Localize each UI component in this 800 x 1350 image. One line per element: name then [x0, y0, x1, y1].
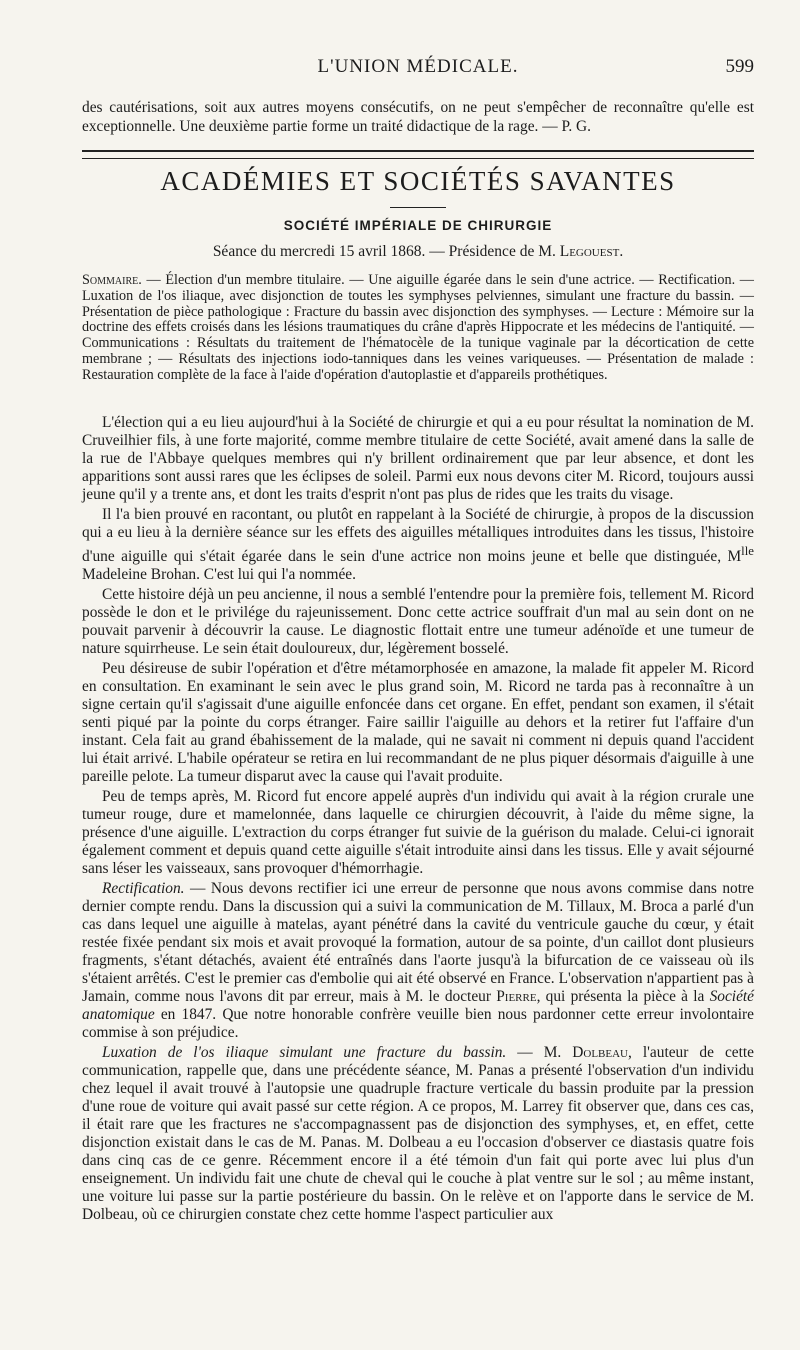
p2-text: Il l'a bien prouvé en racontant, ou plutôt en rappelant à la Société de chirurgie, à propos de la discussion qui a eu lieu à la dernière séance sur les effets des aiguilles métalliques introduites dans les tissus, l'histoire d'une aiguille qui s'était égarée dans le sein d'une actrice non moins jeune et belle que distinguée, M	[82, 506, 754, 566]
societe-anatomique: Société anatomique	[82, 988, 755, 1024]
sommaire-label: Sommaire	[82, 272, 139, 288]
sommaire-text: . — Élection d'un membre titulaire. — Une aiguille égarée dans le sein d'une actrice. — Rectification. — Luxation de l'os iliaque, avec disjonction de toutes les symphyses pelviennes, simulant une fracture du bassin. — Présentation de pièce pathologique : Fracture du bassin avec disjonction des symphyses. — Lecture : Mémoire sur la doctrine des effets croisés dans les lésions traumatiques du crâne d'après Hippocrate et les médecins de l'antiquité. — Communications : Résultats du traitement de l'hématocèle de la tunique vaginale par la décortication de cette membrane ; — Résultats des injections iodo-tanniques dans les veines variqueuses. — Présentation de malade : Restauration complète de la face à l'aide d'opération d'autoplastie et d'appareils prothétiques.	[82, 272, 754, 383]
rectification-lead: Rectification.	[102, 880, 185, 898]
luxation-text-b: , l'auteur de cette communication, rappelle que, dans une précédente séance, M. Panas a présenté l'observation d'un individu chez lequel il avait trouvé à l'autopsie une quadruple fracture verticale du bassin produite par la pression d'une roue de voiture qui avait passé sur cette région. A ce propos, M. Larrey fit observer que, dans ces cas, il était rare que les fractures ne s'accompagnassent pas de disjonction des symphyses, et, en effet, cette disjonction existait dans le cas de M. Panas. M. Dolbeau a eu l'occasion d'observer ce diastasis quatre fois dans cinq cas de ce genre. Récemment encore il a été témoin d'un fait qui porte avec lui plus d'un enseignement. Un individu fait une chute de cheval qui le couche à plat ventre sur le sol ; au même instant, une voiture lui passe sur la partie postérieure du bassin. On le relève et on l'apporte dans le service de M. Dolbeau, où ce chirurgien constate chez cette homme l'aspect particulier aux	[82, 1044, 754, 1224]
p2-end: Madeleine Brohan. C'est lui qui l'a nommée.	[82, 566, 356, 584]
sommaire-block	[82, 273, 754, 384]
section-divider	[82, 150, 754, 159]
paragraph-rectification	[82, 880, 754, 1042]
seance-line	[82, 243, 754, 261]
luxation-text-a: — M.	[506, 1044, 573, 1062]
seance-date: Séance du mercredi 15 avril 1868. — Présidence de M.	[212, 243, 560, 260]
p2-superscript: lle	[741, 544, 754, 558]
rectification-text-a: — Nous devons rectifier ici une erreur de personne que nous avons commise dans notre dernier compte rendu. Dans la discussion qui a suivi la communication de M. Tillaux, M. Broca a parlé d'un cas dans lequel une aiguille à matelas, ayant pénétré dans la cavité du ventricule gauche du cœur, y était restée fixée pendant six mois et avait provoqué la formation, autour de sa pointe, d'un caillot dont plusieurs fragments, s'étant détachés, avaient été entraînés dans l'aorte jusqu'à la bifurcation de ce vaisseau où ils s'étaient arrêtés. C'est le premier cas d'embolie qui ait été observé en France. L'observation n'appartient pas à Jamain, comme nous l'avons dit par erreur, mais à M. le docteur	[82, 880, 754, 1006]
running-head	[82, 52, 754, 82]
paragraph-crural-tumor: Peu de temps après, M. Ricord fut encore appelé auprès d'un individu qui avait à la région crurale une tumeur rouge, dure et mamelonnée, dans laquelle ce chirurgien découvrit, à l'aide du même signe, la présence d'une aiguille. L'extraction du corps étranger fut suivie de la guérison du malade. Celui-ci ignorait également comment et depuis quand cette aiguille s'était introduite ainsi dans les tissus. Elle y avait séjourné sans léser les vaisseaux, sans provoquer d'hémorrhagie.	[82, 788, 754, 878]
paragraph-ricord-story	[82, 506, 754, 584]
paragraph-luxation	[82, 1044, 754, 1224]
society-name: SOCIÉTÉ IMPÉRIALE DE CHIRURGIE	[283, 218, 553, 233]
article-body	[82, 414, 754, 1226]
page-number: 599	[725, 56, 754, 77]
paragraph-election: L'élection qui a eu lieu aujourd'hui à la Société de chirurgie et qui a eu pour résultat la nomination de M. Cruveilhier fils, à une forte majorité, comme membre titulaire de cette Société, avait amené dans la salle de la rue de l'Abbaye quelques membres qui n'y brillent ordinairement que par leur absence, et dont les apparitions sont aussi rares que les éclipses de soleil. Parmi eux nous devons citer M. Ricord, toujours aussi jeune qu'il y a trente ans, et dont les traits d'esprit n'ont pas plus de rides que les traits du visage.	[82, 414, 754, 503]
rectification-text-b: , qui présenta la pièce à la	[536, 988, 710, 1006]
luxation-author: Dolbeau	[572, 1044, 628, 1062]
paragraph-consultation: Peu désireuse de subir l'opération et d'être métamorphosée en amazone, la malade fit appeler M. Ricord en consultation. En examinant le sein avec le plus grand soin, M. Ricord ne tarda pas à reconnaître à un signe certain qu'il s'agissait d'une aiguille enfoncée dans cet organe. En effet, pendant son examen, il s'était senti piqué par la pointe du corps étranger. Faire saillir l'aiguille au dehors et la retirer fut l'affaire d'un instant. Cela fait au grand ébahissement de la malade, qui ne savait ni comment ni depuis quand l'accident lui était arrivé. L'habile opérateur se retira en lui recommandant de ne plus piquer désormais d'aiguille à une pareille pelote. La tumeur disparut avec la cause qui l'avait produite.	[82, 660, 754, 786]
rectification-text-c: en 1847. Que notre honorable confrère veuille bien nous pardonner cette erreur involontaire commise à son préjudice.	[82, 1006, 754, 1042]
intro-paragraph: des cautérisations, soit aux autres moyens consécutifs, on ne peut s'empêcher de reconnaître qu'elle est exceptionnelle. Une deuxième partie forme un traité didactique de la rage. — P. G.	[82, 99, 754, 135]
seance-suffix: .	[619, 243, 624, 260]
luxation-lead: Luxation de l'os iliaque simulant une fracture du bassin.	[102, 1044, 507, 1062]
title-rule	[390, 207, 446, 208]
president-name: Legouest	[559, 243, 620, 260]
section-title: ACADÉMIES ET SOCIÉTÉS SAVANTES	[160, 166, 676, 196]
paragraph-actress: Cette histoire déjà un peu ancienne, il nous a semblé l'entendre pour la première fois, tellement M. Ricord possède le don et le privilége du rajeunissement. Donc cette actrice souffrait d'un mal au sein dont on ne pouvait parvenir à découvrir la cause. Le diagnostic flottait entre une tumeur adénoïde et une tumeur de nature squirrheuse. Le sein était douloureux, dur, légèrement bosselé.	[82, 586, 754, 658]
journal-title: L'UNION MÉDICALE.	[317, 56, 519, 77]
rectification-name: Pierre	[496, 988, 537, 1006]
